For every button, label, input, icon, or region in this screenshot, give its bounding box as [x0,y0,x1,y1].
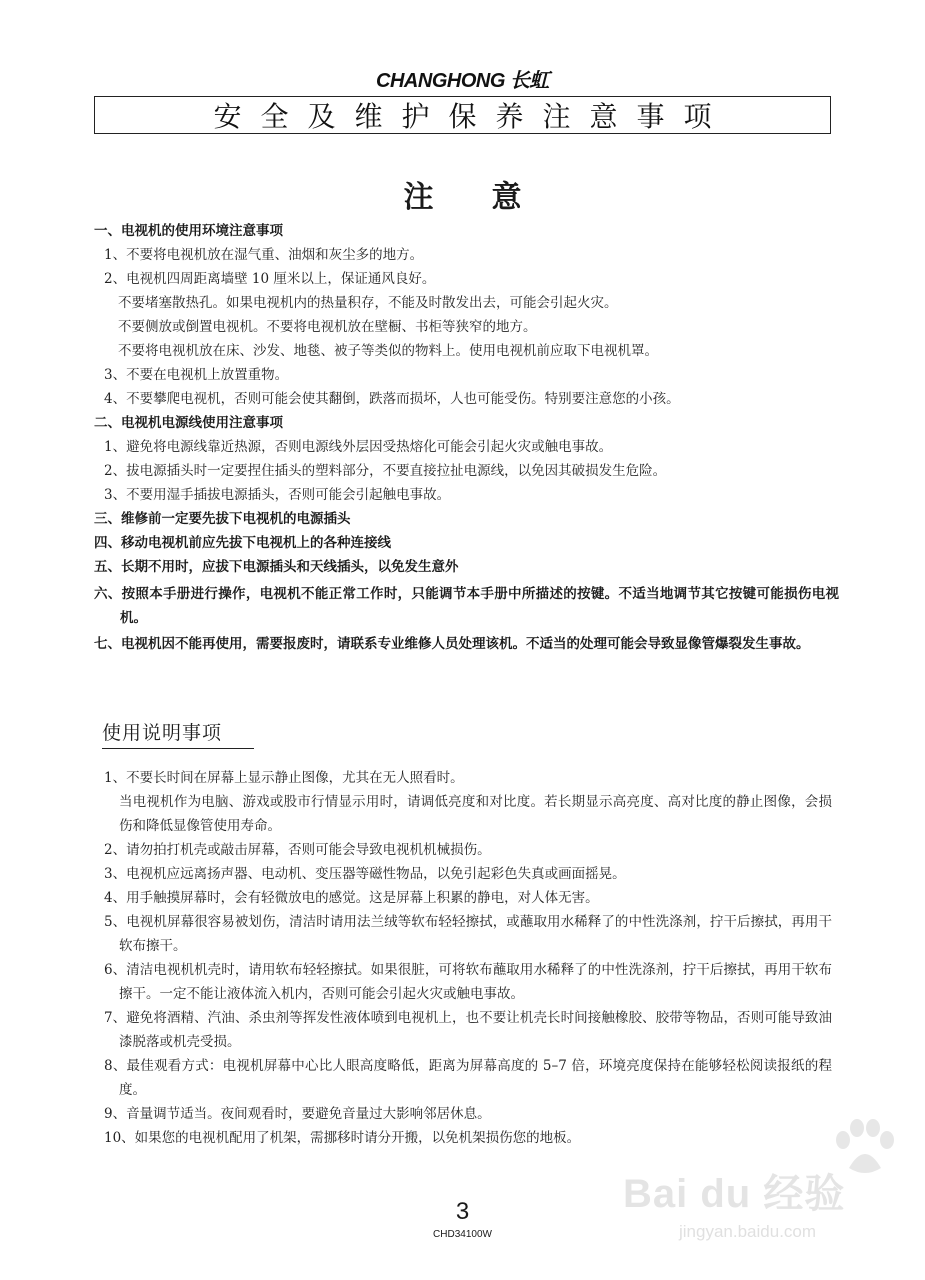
watermark-url: jingyan.baidu.com [679,1222,817,1241]
page-title-box [94,96,831,134]
usage-item: 7、避免将酒精、汽油、杀虫剂等挥发性液体喷到电视机上，也不要让机壳长时间接触橡胶、胶带等物品，否则可能导致油漆脱落或机壳受损。 [104,1010,832,1050]
brand-logo: CHANGHONG 长虹 [376,70,549,92]
usage-item: 1、不要长时间在屏幕上显示静止图像，尤其在无人照看时。 [104,770,464,786]
usage-item: 10、如果您的电视机配用了机架，需挪移时请分开搬，以免机架损伤您的地板。 [104,1130,581,1146]
section-heading: 一、电视机的使用环境注意事项 [94,223,283,239]
section-heading: 七、电视机因不能再使用，需要报废时，请联系专业维修人员处理该机。不适当的处理可能会导致显像管爆裂发生事故。 [94,636,810,652]
paw-icon [829,1118,899,1178]
safety-item: 2、电视机四周距离墙壁 10 厘米以上，保证通风良好。 [104,271,436,287]
usage-item: 4、用手触摸屏幕时，会有轻微放电的感觉。这是屏幕上积累的静电，对人体无害。 [104,890,599,906]
section-heading: 二、电视机电源线使用注意事项 [94,415,283,431]
safety-item: 1、不要将电视机放在湿气重、油烟和灰尘多的地方。 [104,247,424,263]
safety-item: 1、避免将电源线靠近热源，否则电源线外层因受热熔化可能会引起火灾或触电事故。 [104,439,613,455]
usage-item: 3、电视机应远离扬声器、电动机、变压器等磁性物品，以免引起彩色失真或画面摇晃。 [104,866,626,882]
usage-item: 9、音量调节适当。夜间观看时，要避免音量过大影响邻居休息。 [104,1106,491,1122]
safety-subitem: 不要堵塞散热孔。如果电视机内的热量积存，不能及时散发出去，可能会引起火灾。 [118,295,618,311]
watermark-logo-text: Bai du 经验 [623,1172,846,1216]
usage-item: 5、电视机屏幕很容易被划伤，清洁时请用法兰绒等软布轻轻擦拭，或蘸取用水稀释了的中性洗涤剂，拧干后擦拭，再用干软布擦干。 [104,914,832,954]
section-heading: 四、移动电视机前应先拔下电视机上的各种连接线 [94,535,391,551]
notice-heading: 注意 [403,180,580,215]
usage-item: 6、清洁电视机机壳时，请用软布轻轻擦拭。如果很脏，可将软布蘸取用水稀释了的中性洗涤剂，拧干后擦拭，再用干软布擦干。一定不能让液体流入机内，否则可能会引起火灾或触电事故。 [104,962,832,1002]
safety-subitem: 不要将电视机放在床、沙发、地毯、被子等类似的物料上。使用电视机前应取下电视机罩。 [118,343,658,359]
safety-item: 3、不要用湿手插拔电源插头，否则可能会引起触电事故。 [104,487,451,503]
section-heading: 六、按照本手册进行操作，电视机不能正常工作时，只能调节本手册中所描述的按键。不适当地调节其它按键可能损伤电视机。 [94,586,839,626]
usage-section [104,766,832,1150]
usage-item: 8、最佳观看方式：电视机屏幕中心比人眼高度略低，距离为屏幕高度的 5–7 倍，环境亮度保持在能够轻松阅读报纸的程度。 [104,1058,832,1098]
page-title: 安全及维护保养注意事项 [213,100,731,133]
safety-item: 3、不要在电视机上放置重物。 [104,367,289,383]
safety-item: 4、不要攀爬电视机，否则可能会使其翻倒，跌落而损坏，人也可能受伤。特别要注意您的小孩。 [104,391,680,407]
section-heading: 五、长期不用时，应拔下电源插头和天线插头，以免发生意外 [94,559,459,575]
model-number: CHD34100W [433,1229,492,1240]
safety-item: 2、拔电源插头时一定要捏住插头的塑料部分，不要直接拉扯电源线，以免因其破损发生危险。 [104,463,667,479]
usage-item: 2、请勿拍打机壳或敲击屏幕，否则可能会导致电视机机械损伤。 [104,842,491,858]
page-number: 3 [455,1198,470,1225]
safety-subitem: 不要侧放或倒置电视机。不要将电视机放在壁橱、书柜等狭窄的地方。 [118,319,537,335]
section-heading: 三、维修前一定要先拔下电视机的电源插头 [94,511,351,527]
safety-section [94,222,839,658]
usage-subitem: 当电视机作为电脑、游戏或股市行情显示用时，请调低亮度和对比度。若长期显示高亮度、高对比度的静止图像，会损伤和降低显像管使用寿命。 [119,794,832,834]
usage-section-title: 使用说明事项 [102,718,254,749]
